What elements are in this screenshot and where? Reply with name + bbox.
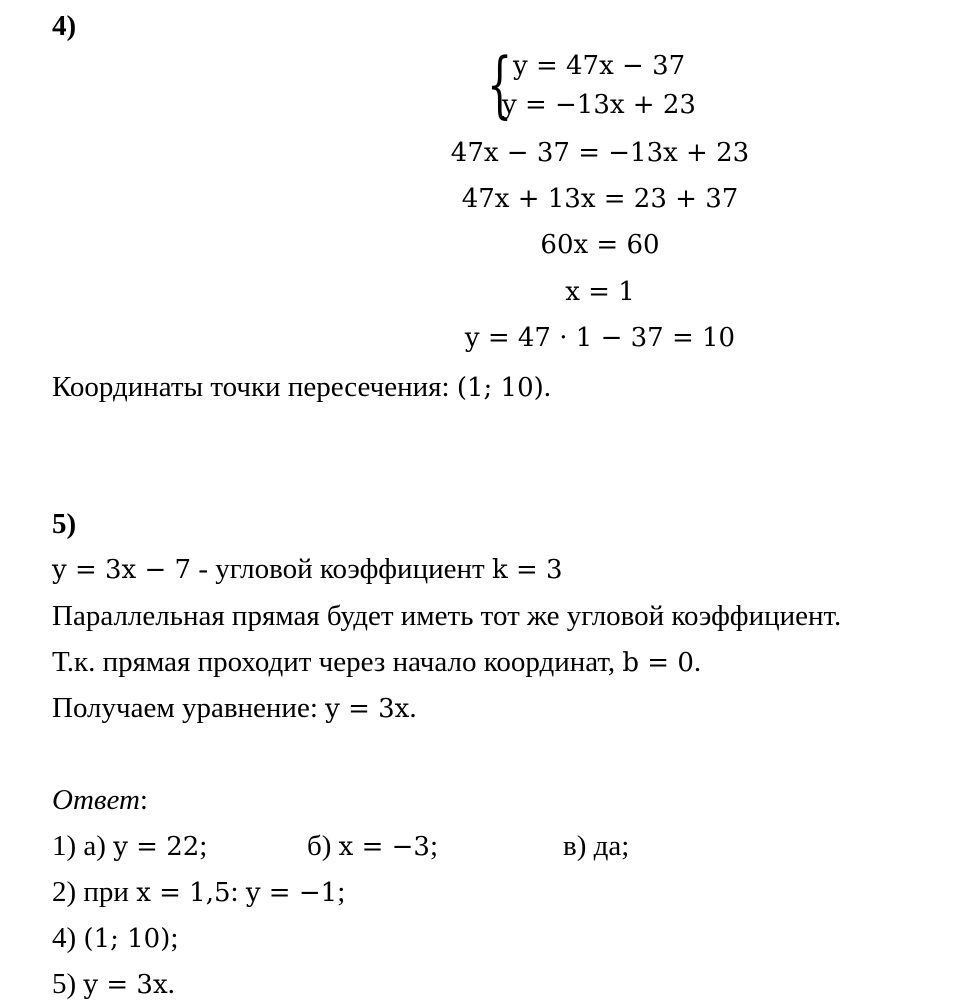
answer-2-math-2: y = −1 (245, 878, 338, 908)
result-text: Получаем уравнение: (52, 692, 326, 724)
answer-1a-end: ; (199, 830, 208, 862)
intercept-value: b = 0 (622, 648, 694, 678)
answer-1-prefix: 1) а) (52, 830, 114, 862)
answer-2-math-1: x = 1,5 (136, 878, 231, 908)
answer-label-word: Ответ (52, 784, 140, 816)
solution-step-1: 47x − 37 = −13x + 23 (450, 138, 750, 168)
section-5-line-1 (52, 553, 563, 586)
conclusion-point: (1; 10) (456, 373, 544, 403)
answer-4-prefix: 4) (52, 922, 84, 954)
result-end: . (409, 692, 417, 724)
answer-4-end: ; (170, 922, 179, 954)
section-5-line-3 (52, 646, 701, 679)
answer-line-1-a (52, 830, 207, 863)
answer-line-1-b (307, 830, 438, 863)
conclusion-end: . (543, 371, 552, 403)
solution-step-5: y = 47 · 1 − 37 = 10 (464, 323, 736, 353)
answer-1b-math: x = −3 (338, 832, 430, 862)
answer-line-4 (52, 922, 178, 955)
solution-step-4: x = 1 (565, 277, 635, 307)
answer-5-end: . (167, 968, 175, 1000)
system-equation-1: y = 47x − 37 (513, 51, 686, 81)
answer-2-prefix: 2) при (52, 876, 137, 908)
system-equation-2: y = −13x + 23 (502, 90, 696, 120)
answer-1b-end: ; (429, 830, 439, 862)
section-5-line-2: Параллельная прямая будет иметь тот же угловой коэффициент. (52, 600, 842, 632)
answer-line-5 (52, 968, 175, 1001)
answer-5-prefix: 5) (52, 968, 84, 1000)
answer-label (52, 784, 148, 816)
given-equation: y = 3x − 7 (52, 555, 192, 585)
answer-4-math: (1; 10) (83, 924, 171, 954)
section-5-line-4 (52, 692, 417, 725)
answer-1a-math: y = 22 (113, 832, 200, 862)
origin-end: . (693, 646, 702, 678)
slope-value: k = 3 (491, 555, 563, 585)
slope-text: - угловой коэффициент (191, 553, 492, 585)
origin-text: Т.к. прямая проходит через начало координат, (52, 646, 623, 678)
solution-step-3: 60x = 60 (540, 230, 660, 260)
answer-2-end: ; (337, 876, 346, 908)
section-5-heading: 5) (52, 508, 77, 540)
result-equation: y = 3x (325, 694, 410, 724)
section-4-heading: 4) (52, 10, 77, 42)
answer-1b-prefix: б) (307, 830, 339, 862)
answer-line-1-c: в) да; (563, 830, 630, 862)
answer-label-colon: : (139, 784, 148, 816)
answer-line-2 (52, 876, 345, 909)
intersection-conclusion (52, 371, 551, 404)
conclusion-text: Координаты точки пересечения: (52, 371, 457, 403)
answer-5-math: y = 3x (83, 970, 168, 1000)
solution-step-2: 47x + 13x = 23 + 37 (461, 184, 739, 214)
answer-2-sep: : (230, 876, 246, 908)
system-brace-icon: { (487, 42, 513, 126)
